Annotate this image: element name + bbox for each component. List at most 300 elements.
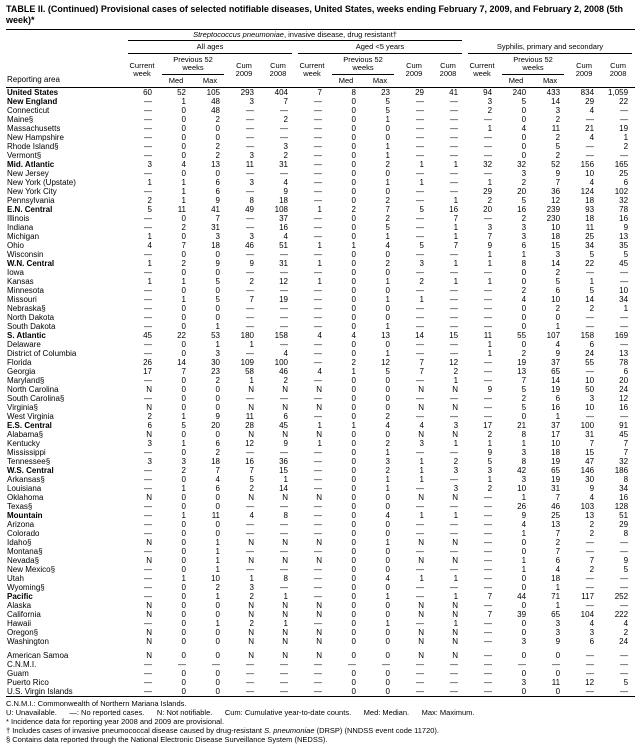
value-cell: 1 [249,375,254,385]
value-cell: — [280,267,288,277]
value-cell: — [484,546,493,556]
value-cell: N [452,537,459,547]
value-cell: 7 [487,231,493,241]
value-cell: 41 [431,87,465,97]
value-cell: 17 [551,429,561,439]
value-cell: N [282,429,288,439]
value-cell: — [416,339,424,349]
value-cell: 0 [181,150,186,160]
value-cell: — [484,573,493,583]
value-cell: 0 [351,276,356,286]
value-cell: 19 [551,474,561,484]
value-cell: — [144,114,152,124]
value-cell: 0 [385,123,390,133]
table-row [6,592,635,601]
area-cell: Wisconsin [7,249,44,259]
value-cell: N [418,627,424,637]
value-cell: — [314,141,322,151]
value-cell: — [450,339,459,349]
value-cell: — [246,114,254,124]
value-cell: 9 [623,222,629,232]
value-cell: 1 [351,366,356,376]
value-cell: — [212,659,220,669]
value-cell: — [314,186,322,196]
value-cell: — [416,105,424,115]
value-cell: 1 [419,465,424,475]
value-cell: 107 [546,330,561,340]
value-cell: — [601,687,635,697]
area-cell: Wyoming§ [7,582,45,592]
value-cell: 0 [181,618,186,628]
value-cell: — [586,150,595,160]
value-cell: 0 [351,537,356,547]
area-cell: Virginia§ [7,402,38,412]
value-cell: 15 [449,330,459,340]
value-cell: 14 [551,96,561,106]
value-cell: 4 [555,564,561,574]
area-cell: Hawaii [7,618,32,628]
strep-title-italic: Streptococcus pneumoniae [193,29,284,39]
col-cum2008-allages: Cum 2008 [269,60,287,79]
value-cell: — [246,303,254,313]
value-cell: — [484,375,493,385]
value-cell: — [416,114,424,124]
value-cell: 7 [623,438,629,448]
value-cell: 91 [619,420,629,430]
value-cell: 0 [521,132,527,142]
value-cell: — [450,168,459,178]
value-cell: 1 [215,591,220,601]
value-cell: N [146,492,152,502]
value-cell: 18 [585,213,595,223]
value-cell: 0 [351,650,356,660]
value-cell: 36 [279,456,288,466]
value-cell: — [144,312,152,322]
value-cell: 13 [619,231,629,241]
value-cell: 0 [181,582,186,592]
value-cell: — [144,528,152,538]
value-cell: 0 [385,546,390,556]
value-cell: — [144,668,152,678]
value-cell: — [586,321,595,331]
value-cell: — [586,546,595,556]
area-cell: Mid. Atlantic [7,159,55,169]
value-cell: N [146,402,152,412]
value-cell: — [450,294,459,304]
value-cell: 1 [181,483,186,493]
value-cell: 6 [521,240,527,250]
value-cell: 0 [351,429,356,439]
value-cell: 1 [385,114,390,124]
value-cell: 0 [385,429,390,439]
table-row [6,124,635,133]
table-row [6,412,635,421]
value-cell: 1 [453,438,459,448]
value-cell: — [144,249,152,259]
table-row [6,628,635,637]
value-cell: 0 [181,677,186,687]
value-cell: 3 [249,150,254,160]
value-cell: 16 [551,402,561,412]
value-cell: N [316,650,322,660]
col-current-week-syphilis: Current week [469,60,495,79]
value-cell: 0 [351,321,356,331]
value-cell: 1 [453,159,459,169]
value-cell: 10 [517,483,527,493]
value-cell: 2 [487,429,493,439]
footnote-segment: † Includes cases of invasive pneumococcal disease caused by drug-resistant [6,726,265,736]
value-cell: 5 [521,384,527,394]
value-cell: 16 [619,402,629,412]
value-cell: — [416,375,424,385]
table-title: TABLE II. (Continued) Provisional cases of selected notifiable diseases, United States, weeks ending February 7, 2009, and February 2, 2008 (5th week)* [6,4,624,26]
footnote-segment: § Contains data reported through the National Electronic Disease Surveillance System (NEDSS). [6,735,328,744]
value-cell: 4 [147,240,152,250]
value-cell: 9 [555,348,561,358]
value-cell: — [144,348,152,358]
value-cell: — [144,483,152,493]
value-cell: 11 [245,411,254,421]
value-cell: — [246,168,254,178]
value-cell: 1 [215,537,220,547]
value-cell: — [484,303,493,313]
value-cell: 0 [521,321,527,331]
value-cell: — [144,96,152,106]
value-cell: 44 [517,591,527,601]
value-cell: 24 [619,636,629,646]
value-cell: — [416,528,424,538]
area-cell: E.S. Central [7,420,52,430]
value-cell: — [314,231,322,241]
value-cell: — [246,348,254,358]
value-cell: 10 [551,438,561,448]
value-cell: 0 [351,546,356,556]
value-cell: — [484,537,493,547]
value-cell: N [146,600,152,610]
value-cell: 1 [351,420,356,430]
value-cell: 5 [385,366,390,376]
value-cell: 0 [385,609,390,619]
value-cell: 7 [215,465,220,475]
value-cell: — [484,636,493,646]
value-cell: — [450,677,459,687]
value-cell: 4 [589,105,595,115]
value-cell: — [144,267,152,277]
value-cell: — [450,348,459,358]
value-cell: N [452,609,459,619]
area-cell: Kentucky [7,438,40,448]
value-cell: 8 [521,429,527,439]
value-cell: N [248,492,254,502]
value-cell: 0 [351,348,356,358]
value-cell: — [484,677,493,687]
value-cell: — [246,659,254,669]
table-row [6,457,635,466]
area-cell: New England [7,96,58,106]
value-cell: 9 [487,384,493,394]
value-cell: 0 [215,123,220,133]
col-cum2008-syphilis: Cum 2008 [609,60,627,79]
value-cell: N [316,402,322,412]
value-cell: — [144,294,152,304]
value-cell: 0 [351,384,356,394]
value-cell: N [316,627,322,637]
value-cell: — [314,249,322,259]
value-cell: 0 [351,582,356,592]
value-cell: 1 [453,573,459,583]
area-cell: Oregon§ [7,627,39,637]
value-cell: — [416,186,424,196]
value-cell: 0 [181,312,186,322]
value-cell: 2 [181,465,186,475]
value-cell: 1 [555,600,561,610]
value-cell: 4 [181,159,186,169]
value-cell: 0 [351,492,356,502]
value-cell: 14 [415,330,424,340]
value-cell: 16 [279,222,288,232]
value-cell: N [282,650,288,660]
value-cell: 6 [215,483,220,493]
value-cell: 0 [385,393,390,403]
value-cell: 1 [351,240,356,250]
area-cell: Delaware [7,339,41,349]
value-cell: 1 [487,438,493,448]
area-cell: United States [6,87,125,97]
value-cell: — [314,294,322,304]
value-cell: 9 [215,258,220,268]
value-cell: 0 [181,339,186,349]
value-cell: 2 [215,141,220,151]
value-cell: 0 [385,312,390,322]
value-cell: 31 [279,159,288,169]
value-cell: 4 [419,420,424,430]
value-cell: 10 [619,285,629,295]
value-cell: 1 [385,447,390,457]
value-cell: 0 [351,501,356,511]
value-cell: 6 [215,177,220,187]
table-header [6,29,635,87]
value-cell: — [416,618,424,628]
value-cell: 15 [279,465,288,475]
value-cell: 36 [551,186,561,196]
value-cell: — [484,659,493,669]
value-cell: 0 [215,132,220,142]
value-cell: 1 [419,177,424,187]
area-cell: West Virginia [7,411,54,421]
value-cell: — [314,195,322,205]
value-cell: — [314,564,322,574]
value-cell: 17 [483,420,493,430]
value-cell: — [484,519,493,529]
table-row [6,394,635,403]
value-cell: N [146,429,152,439]
value-cell: 32 [619,456,629,466]
value-cell: 433 [533,87,567,97]
table-row [6,367,635,376]
value-cell: 3 [521,636,527,646]
value-cell: 105 [193,87,227,97]
value-cell: — [484,510,493,520]
area-cell: Louisiana [7,483,42,493]
value-cell: 0 [181,114,186,124]
value-cell: 2 [521,348,527,358]
value-cell: 1 [385,276,390,286]
value-cell: — [144,150,152,160]
value-cell: 4 [249,510,254,520]
value-cell: 8 [521,456,527,466]
value-cell: — [484,168,493,178]
value-cell: 29 [483,186,493,196]
value-cell: — [144,591,152,601]
value-cell: 8 [283,573,288,583]
value-cell: 180 [240,330,254,340]
value-cell: 230 [546,213,561,223]
value-cell: — [620,573,629,583]
value-cell: 7 [249,294,254,304]
value-cell: 0 [351,564,356,574]
notifiable-diseases-table [6,29,635,697]
area-cell: Iowa [7,267,24,277]
value-cell: 0 [181,267,186,277]
value-cell: 45 [619,258,629,268]
value-cell: 13 [551,519,561,529]
table-row [6,259,635,268]
value-cell: 0 [385,132,390,142]
value-cell: N [452,402,459,412]
value-cell: N [316,492,322,502]
value-cell: 0 [521,650,527,660]
value-cell: 22 [585,258,595,268]
value-cell: 0 [215,393,220,403]
value-cell: 58 [245,366,254,376]
value-cell: — [314,510,322,520]
area-cell: Texas§ [7,501,33,511]
value-cell: 2 [147,195,152,205]
value-cell: 0 [215,303,220,313]
value-cell: 0 [215,677,220,687]
value-cell: — [280,519,288,529]
value-cell: 11 [177,204,186,214]
col-previous52-under5 [329,55,397,76]
value-cell: 1 [453,375,459,385]
value-cell: 11 [211,510,220,520]
value-cell: 9 [487,240,493,250]
value-cell: — [484,501,493,511]
value-cell: — [586,582,595,592]
footnote-italic-segment: S. pneumoniae [264,726,315,736]
value-cell: 1 [147,177,152,187]
table-row [6,448,635,457]
value-cell: 3 [249,582,254,592]
value-cell: 4 [521,519,527,529]
table-row [6,421,635,430]
value-cell: N [282,384,288,394]
value-cell: 41 [211,204,220,214]
value-cell: 3 [283,141,288,151]
value-cell: 7 [555,177,561,187]
value-cell: — [450,312,459,322]
value-cell: 10 [211,573,220,583]
value-cell: 25 [551,510,561,520]
table-row [6,232,635,241]
value-cell: — [314,546,322,556]
value-cell: 0 [351,312,356,322]
value-cell: — [144,465,152,475]
value-cell: — [586,573,595,583]
value-cell: 2 [385,411,390,421]
col-previous52-syphilis [499,55,567,76]
value-cell: 12 [551,195,561,205]
value-cell: 4 [351,330,356,340]
value-cell: 0 [385,339,390,349]
value-cell: 0 [351,339,356,349]
value-cell: 45 [619,429,629,439]
value-cell: 0 [521,267,527,277]
value-cell: 0 [181,321,186,331]
area-cell: Guam [7,668,29,678]
value-cell: 1 [181,177,186,187]
value-cell: 0 [521,303,527,313]
area-cell: Arkansas§ [7,474,45,484]
value-cell: 5 [385,222,390,232]
value-cell: 51 [619,510,629,520]
value-cell: — [416,168,424,178]
value-cell: — [484,618,493,628]
value-cell: 4 [521,294,527,304]
area-cell: California [7,609,41,619]
value-cell: — [450,267,459,277]
value-cell: — [450,519,459,529]
value-cell: — [450,659,459,669]
value-cell: 2 [249,591,254,601]
value-cell: 37 [279,213,288,223]
value-cell: 3 [385,456,390,466]
value-cell: 0 [351,177,356,187]
value-cell: — [280,677,288,687]
value-cell: 3 [419,258,424,268]
under5-label: Aged <5 years [298,43,462,54]
value-cell: N [146,650,152,660]
table-row [6,538,635,547]
value-cell: 18 [279,195,288,205]
table-row [6,529,635,538]
area-cell: Minnesota [7,285,44,295]
value-cell: — [314,150,322,160]
value-cell: 0 [351,393,356,403]
value-cell: 7 [215,213,220,223]
value-cell: 1 [419,510,424,520]
value-cell: 8 [521,258,527,268]
value-cell: 37 [551,357,561,367]
value-cell: N [282,402,288,412]
value-cell: — [314,483,322,493]
area-cell: North Dakota [7,312,55,322]
value-cell: — [314,668,322,678]
value-cell: — [465,687,499,697]
value-cell: 0 [181,348,186,358]
footnote [6,717,635,726]
value-cell: N [418,650,424,660]
value-cell: 9 [283,438,288,448]
value-cell: — [484,650,493,660]
value-cell: 0 [385,650,390,660]
value-cell: N [418,429,424,439]
value-cell: 3 [589,627,595,637]
area-cell: Washington [7,636,49,646]
area-cell: W.S. Central [7,465,54,475]
value-cell: 0 [215,519,220,529]
value-cell: 0 [385,555,390,565]
